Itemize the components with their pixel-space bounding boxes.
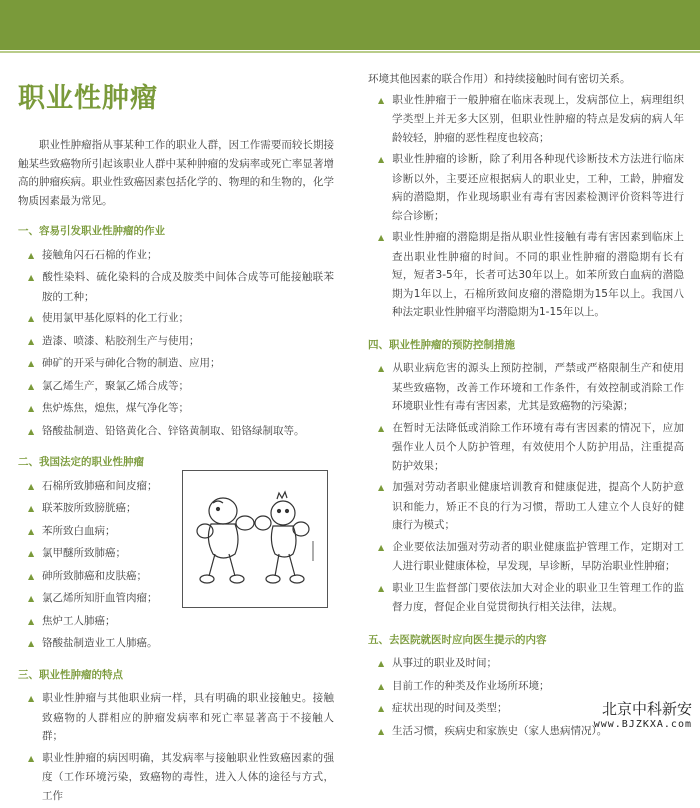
- section-1-list: [18, 246, 334, 442]
- triangle-bullet-icon: ▲: [28, 594, 35, 603]
- boxing-cartoon-illustration: [182, 470, 328, 608]
- list-item: ▲ 焦炉炼焦，熄焦，煤气净化等；: [18, 399, 334, 419]
- triangle-bullet-icon: ▲: [378, 542, 385, 552]
- triangle-bullet-icon: ▲: [378, 364, 385, 373]
- right-column: [368, 70, 684, 744]
- list-item: ▲ 铬酸盐制造、铅铬黄化合、锌铬黄制取、铅铬绿制取等。: [18, 422, 334, 442]
- triangle-bullet-icon: ▲: [378, 155, 385, 164]
- list-item: ▲ 目前工作的种类及作业场所环境；: [368, 677, 684, 697]
- list-item: ▲ 从事过的职业及时间；: [368, 654, 684, 674]
- list-item: ▲ 职业性肿瘤于一般肿瘤在临床表现上，发病部位上，病理组织学类型上并无多大区别，但职业性肿瘤的特点是发病的病人年龄较轻，肿瘤的恶性程度也较高；: [378, 93, 684, 144]
- triangle-bullet-icon: ▲: [378, 583, 385, 593]
- section-3-list-left: [18, 689, 334, 805]
- list-item: ▲ 焦炉工人肺癌；: [18, 612, 334, 632]
- list-item: ▲ 职业性肿瘤的诊断，除了利用各种现代诊断技术方法进行临床诊断以外，主要还应根据病人的职业史，工种，工龄，肿瘤发病的潜隐期，作业现场职业有毒有害因素检测评价资料等进行综合诊断；: [378, 153, 684, 222]
- triangle-bullet-icon: ▲: [28, 616, 35, 626]
- watermark: [594, 698, 692, 730]
- list-item: ▲ 在暂时无法降低或消除工作环境有毒有害因素的情况下，应加强作业人员个人防护管理，有效使用个人防护用品，注重提高防护效果；: [378, 421, 684, 472]
- triangle-bullet-icon: ▲: [28, 481, 35, 491]
- section-3-heading: 三、职业性肿瘤的特点: [18, 668, 123, 681]
- page-title: 职业性肿瘤: [18, 83, 158, 114]
- list-item: ▲ 氯甲醚所致肺癌；: [18, 544, 334, 564]
- list-item: ▲ 加强对劳动者职业健康培训教育和健康促进，提高个人防护意识和能力，矫正不良的行为习惯，帮助工人建立个人良好的健康行为模式；: [378, 481, 684, 531]
- section-2-heading: 二、我国法定的职业性肿瘤: [18, 456, 144, 468]
- section-3-list-right: [368, 91, 684, 322]
- watermark-company: 北京中科新安: [601, 700, 692, 718]
- boxers-drawing-icon: [183, 471, 327, 607]
- triangle-bullet-icon: ▲: [28, 381, 35, 391]
- list-item: ▲ 症状出现的时间及类型；: [368, 699, 684, 719]
- section-3-continuation: 环境其他因素的联合作用）和持续接触时间有密切关系。: [368, 73, 631, 85]
- list-item: ▲ 石棉所致肺癌和间皮瘤；: [18, 477, 334, 497]
- list-item: ▲ 联苯胺所致膀胱癌；: [18, 499, 334, 519]
- triangle-bullet-icon: ▲: [378, 423, 385, 433]
- triangle-bullet-icon: ▲: [28, 273, 35, 282]
- triangle-bullet-icon: ▲: [378, 726, 385, 736]
- triangle-bullet-icon: ▲: [378, 681, 385, 691]
- triangle-bullet-icon: ▲: [378, 233, 385, 242]
- header-rule: [0, 51, 700, 53]
- triangle-bullet-icon: ▲: [378, 704, 385, 713]
- section-5-heading: 五、去医院就医时应向医生提示的内容: [368, 633, 547, 646]
- header-band: [0, 0, 700, 50]
- triangle-bullet-icon: ▲: [28, 336, 35, 346]
- list-item: ▲ 氯乙烯生产，聚氯乙烯合成等；: [18, 377, 334, 397]
- triangle-bullet-icon: ▲: [28, 359, 35, 368]
- triangle-bullet-icon: ▲: [378, 95, 385, 105]
- triangle-bullet-icon: ▲: [28, 753, 35, 763]
- list-item: ▲ 职业卫生监督部门要依法加大对企业的职业卫生管理工作的监督力度，督促企业自觉贯彻执行相关法律，法规。: [378, 581, 684, 613]
- section-4-heading: 四、职业性肿瘤的预防控制措施: [368, 338, 515, 351]
- section-1-heading: 一、容易引发职业性肿瘤的作业: [18, 225, 165, 237]
- triangle-bullet-icon: ▲: [28, 549, 35, 558]
- triangle-bullet-icon: ▲: [378, 659, 385, 668]
- list-item: ▲ 企业要依法加强对劳动者的职业健康监护管理工作，定期对工人进行职业健康体检，早发现，早诊断，早防治职业性肿瘤；: [378, 540, 684, 572]
- list-item: ▲ 砷矿的开采与砷化合物的制造、应用；: [18, 354, 334, 374]
- triangle-bullet-icon: ▲: [28, 250, 35, 260]
- list-item: ▲ 职业性肿瘤的潜隐期是指从职业性接触有毒有害因素到临床上查出职业性肿瘤的时间。不同的职业性肿瘤的潜隐期有长有短，短者3-5年，长者可达30年以上。如苯所致白血病的潜隐期为1年以上，石棉所致间皮瘤的潜隐期为15年以上。我国八种法定职业性肿瘤平均潜隐期为1-15年以上。: [378, 231, 684, 318]
- list-item: ▲ 造漆、喷漆、粘胶剂生产与使用；: [18, 332, 334, 352]
- list-item: ▲ 苯所致白血病；: [18, 522, 334, 542]
- list-item: ▲ 职业性肿瘤与其他职业病一样，具有明确的职业接触史。接触致癌物的人群相应的肿瘤发病率和死亡率显著高于不接触人群；: [28, 692, 334, 742]
- list-item: ▲ 酸性染料、硫化染料的合成及胺类中间体合成等可能接触联苯胺的工种；: [28, 271, 334, 303]
- list-item: ▲ 生活习惯，疾病史和家族史（家人患病情况）。: [368, 722, 684, 742]
- triangle-bullet-icon: ▲: [28, 426, 35, 436]
- triangle-bullet-icon: ▲: [28, 526, 35, 536]
- triangle-bullet-icon: ▲: [28, 504, 35, 513]
- triangle-bullet-icon: ▲: [28, 571, 35, 581]
- list-item: ▲ 职业性肿瘤的病因明确，其发病率与接触职业性致癌因素的强度（工作环境污染，致癌物的毒性，进入人体的途径与方式，工作: [28, 751, 334, 802]
- triangle-bullet-icon: ▲: [378, 483, 385, 492]
- list-item: ▲ 使用氯甲基化原料的化工行业；: [18, 309, 334, 329]
- watermark-url: www.BJZKXA.com: [593, 719, 692, 730]
- triangle-bullet-icon: ▲: [28, 694, 35, 703]
- triangle-bullet-icon: ▲: [28, 314, 35, 323]
- list-item: ▲ 砷所致肺癌和皮肤癌；: [18, 567, 334, 587]
- intro-paragraph: 职业性肿瘤指从事某种工作的职业人群，因工作需要而较长期接触某些致癌物所引起该职业人群中某种肿瘤的发病率或死亡率显著增高的肿瘤疾病。职业性致癌因素包括化学的、物理的和生物的，化学物质因素最为常见。: [18, 139, 334, 207]
- list-item: ▲ 氯乙烯所知肝血管肉瘤；: [18, 589, 334, 609]
- triangle-bullet-icon: ▲: [28, 404, 35, 413]
- section-4-list: [368, 359, 684, 617]
- list-item: ▲ 铬酸盐制造业工人肺癌。: [18, 634, 334, 654]
- list-item: ▲ 接触角闪石石棉的作业；: [18, 246, 334, 266]
- triangle-bullet-icon: ▲: [28, 639, 35, 648]
- list-item: ▲ 从职业病危害的源头上预防控制，严禁或严格限制生产和使用某些致癌物，改善工作环境和工作条件，有效控制或消除工作环境职业性有毒有害因素，尤其是致癌物的污染源；: [378, 362, 684, 412]
